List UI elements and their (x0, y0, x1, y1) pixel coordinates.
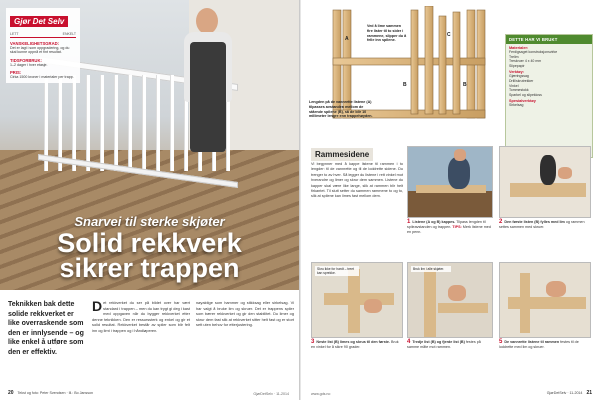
difficulty-right: ENKELT (62, 32, 76, 36)
series-tag: Gjør Det Selv (10, 16, 68, 27)
page-footer (8, 390, 93, 396)
body-column (92, 300, 190, 334)
left-page (0, 0, 299, 400)
tools-list (506, 74, 592, 97)
tools-item: Drill/skrutrekker (509, 78, 534, 83)
diagram-label-b: B (403, 82, 407, 88)
step-caption-3 (311, 340, 403, 350)
article-kicker: Snarvei til sterke skjøter (74, 214, 225, 229)
title-line: Solid rekkverk (57, 228, 242, 258)
step-photo-4 (407, 262, 493, 338)
page-number: 20 (8, 390, 14, 396)
body-text: nøyaktige som hammer og stikksag eller sirkelsag. Vi har valgt å bruke lim og skruer. Det er trappens spiler som bærer rekkverket og gir den stabilitet. Du limer og skrur dem fast slik at rekkverket sitter helt fast og er stort sett uten behov for etterjustering. (196, 300, 294, 328)
step-title: Den første listen (B) fylles med lim (504, 220, 565, 224)
body-column (196, 300, 294, 328)
page-footer (547, 390, 592, 396)
baluster (142, 75, 146, 171)
baluster (128, 75, 132, 171)
tools-item: Vinkel (509, 83, 519, 88)
project-info-box (6, 8, 80, 83)
info-heading: TIDSFORBRUK: (10, 57, 42, 63)
tools-item: Tommestokk (509, 88, 529, 93)
footer-website: www.gds.no (311, 392, 331, 396)
step-tip-label: TIPS: (452, 225, 462, 229)
step-title: Tredje list (B) og fjerde list (B) (412, 340, 465, 344)
info-text: Cirka 1500 kroner i materialer per trapp. (10, 75, 74, 80)
step-number: 3 (311, 339, 315, 345)
step-photo-1 (407, 146, 493, 218)
step-number: 2 (499, 219, 503, 225)
footer-credit: Tekst og foto: Peter Svendsen · Ill.: Bo Jansson (17, 391, 94, 395)
tools-list (506, 50, 592, 68)
section-title: Rammesidene (311, 148, 373, 161)
baluster (156, 75, 160, 171)
article-lead: Teknikken bak dette solide rekkverket er like overraskende som den er innlysende – og like enkel å utføre som den er effektiv. (8, 301, 84, 356)
title-line: sikrer trappen (59, 253, 240, 283)
tools-box (505, 34, 593, 158)
person-head (196, 8, 218, 34)
step-title: Neste list (B) limes og skrus til den første. (316, 340, 390, 344)
step-text: og rammen settes sammen med skruer. (499, 220, 585, 229)
step-tip-text: Merk listene med en penn. (407, 225, 491, 234)
page-number: 21 (586, 390, 592, 396)
step-caption-4 (407, 340, 493, 350)
info-heading: VANSKELIGHETSGRAD: (10, 41, 60, 46)
inset-label: Bruk lim i alle skjøter. (411, 266, 451, 272)
difficulty-left: LETT (10, 32, 19, 36)
info-item (10, 70, 76, 79)
step-number: 5 (499, 339, 503, 345)
right-page (301, 0, 600, 400)
diagram-label-a: A (345, 36, 349, 42)
body-text: et rekkverket du ser på bildet over har vært standard i trappen – men du kan trygt gi deg i kast med oppgaven når du bygger rekkverket etter denne teknikken. Den er ressurssterk og enkel og gir et solid resultat. Rekkverket består av spiler som blir felt inn og limt i trappen og i håndløperen. (92, 300, 190, 333)
step-number: 4 (407, 339, 411, 345)
tools-item: Slipepapir (509, 63, 525, 68)
tools-section (506, 68, 592, 97)
section-body: Vi begynner med å kappe listene til rammen i to lengder: til de vannrette og til de loddrette sidene. Du trenger to av hver. Så legger du listene i rett vinkel mot hverandre og limer og skrur dem sammen. Listene du kapper skal være like lange, slik at rammen blir helt firkantet. Til slutt setter du sammen rammene to og to, slik at spilene kan limes fast mellom dem. (311, 162, 403, 199)
step-text: festes til de loddrette med lim og skruer. (499, 340, 579, 349)
baluster (86, 75, 90, 171)
person-apron (190, 42, 226, 152)
step-photo-5 (499, 262, 591, 338)
info-text: 1–2 dager i hver etasje. (10, 62, 48, 67)
tools-section-heading: Spesialverktøy (509, 99, 536, 104)
inset-label: Skru ikke for hardt – treet kan sprekke. (315, 266, 359, 276)
info-item (10, 41, 76, 55)
tools-section-heading: Materialer: (509, 46, 529, 50)
tools-item: Gjæringssag (509, 74, 529, 79)
step-number: 1 (407, 219, 411, 225)
tools-section (506, 97, 592, 108)
tools-item: Ferdigsaget konstruksjonsvirke (509, 50, 558, 54)
tools-section-heading: Verktøy: (509, 70, 524, 75)
step-photo-3 (311, 262, 403, 338)
step-photo-2 (499, 146, 591, 218)
diagram-label-b2: B (463, 82, 467, 88)
baluster (170, 75, 174, 171)
info-item (10, 58, 76, 67)
tools-section (506, 44, 592, 68)
footer-issue: GjørDetSelv · 11-2014 (253, 392, 289, 396)
baluster (100, 75, 104, 171)
footer-issue: GjørDetSelv · 11-2014 (546, 391, 583, 395)
photo-person (178, 8, 238, 158)
baluster (114, 75, 118, 171)
step-text: festes på samme måte mot rammen. (407, 340, 481, 349)
step-text: Bruk en vinkel for å sikre 90 grader. (311, 340, 399, 349)
diagram-label-c: C (447, 32, 451, 38)
tools-heading: DETTE HAR VI BRUKT (506, 35, 592, 44)
step-caption-5 (499, 340, 591, 350)
step-caption-2 (499, 220, 591, 230)
diagram-callout-top: Ved å lime sammen fire lister til to sider i rammene, slipper du å felle inn spilene. (367, 24, 407, 43)
info-text: Det er lagt i som oppgradering, og du skal kunne oppnå et fint resultat. (10, 46, 70, 55)
tools-item: Trelim (509, 54, 519, 59)
diagram-callout-left: Lengden på de vannrette listene (A) tilpasses avstanden mellom de stående spilene (B), så de blir 10 millimeter lengre enn trappehøyden. (309, 100, 373, 119)
headline-block (0, 214, 299, 281)
tools-item: Treskruer 4 x 40 mm (509, 59, 542, 64)
tools-item: Sparkel og slipekloss (509, 92, 542, 97)
drop-cap: D (92, 298, 103, 314)
tools-item: Sirkelsag (509, 103, 524, 108)
article-title (0, 228, 299, 283)
step-title: Listene (A og B) kappes. (412, 220, 456, 224)
info-heading: PRIS: (10, 70, 22, 76)
step-title: De vannrette listene til rammen (504, 340, 560, 344)
difficulty-scale (10, 32, 76, 38)
step-caption-1 (407, 220, 493, 235)
tools-list (506, 103, 592, 108)
step-text: Tilpass lengden til spileavstanden og trappen. (407, 220, 486, 229)
baluster (72, 75, 76, 171)
